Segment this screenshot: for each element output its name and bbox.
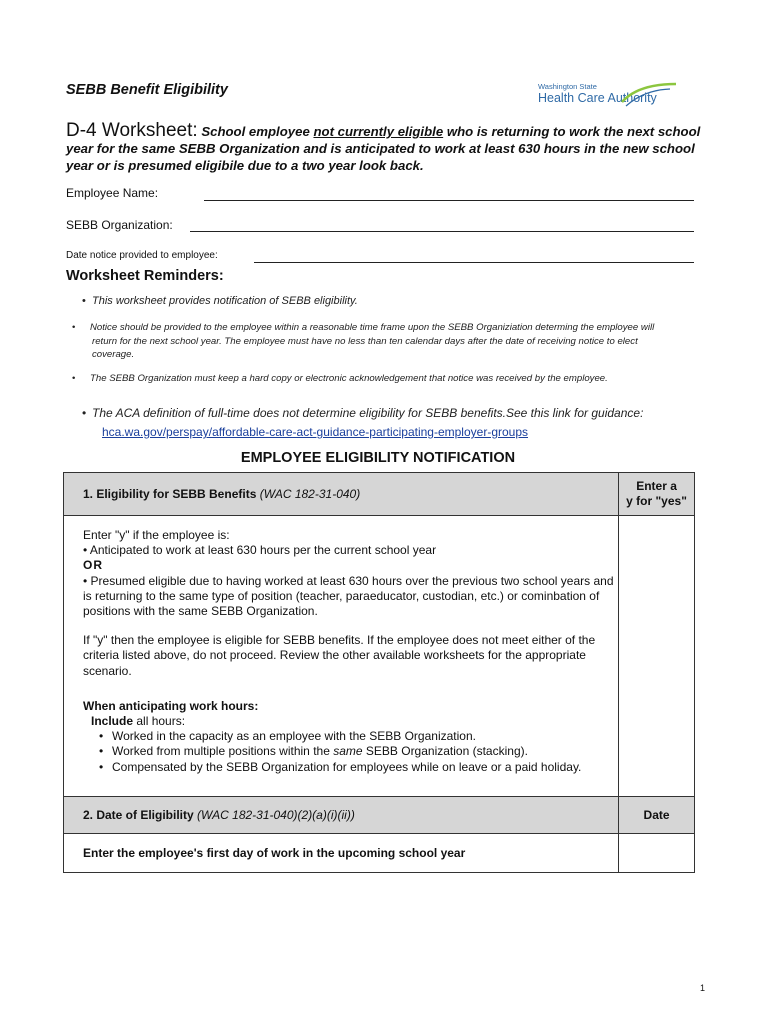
eligibility-table bbox=[63, 472, 695, 873]
bullet: • bbox=[72, 322, 76, 333]
bullet: • bbox=[82, 406, 87, 420]
worksheet-label: D-4 Worksheet: bbox=[66, 120, 198, 141]
section1-wac: (WAC 182-31-040) bbox=[259, 487, 361, 501]
section2-body-row bbox=[64, 834, 695, 873]
eligibility-or: OR bbox=[83, 558, 103, 573]
hours-bullet-text: Worked in the capacity as an employee with the SEBB Organization. bbox=[112, 729, 476, 744]
employee-name-label: Employee Name: bbox=[66, 186, 159, 200]
employee-name-field[interactable] bbox=[204, 200, 694, 201]
answer-header-line1: Enter a bbox=[636, 479, 677, 493]
eligibility-intro: Enter "y" if the employee is: bbox=[83, 528, 230, 542]
worksheet-subtitle-a: School employee bbox=[201, 124, 314, 139]
first-day-prompt: Enter the employee's first day of work in the upcoming school year bbox=[64, 834, 619, 873]
eligibility-answer-field[interactable] bbox=[619, 516, 695, 797]
worksheet-title bbox=[66, 122, 706, 174]
org-field[interactable] bbox=[190, 231, 694, 232]
bullet: • bbox=[82, 295, 86, 307]
eligibility-note: If "y" then the employee is eligible for SEBB benefits. If the employee does not meet either of the criteria listed above, do not proceed. Review the other available worksheets for the appropriate scenario. bbox=[83, 633, 596, 678]
section1-header-row bbox=[64, 473, 695, 516]
aca-guidance-link[interactable]: hca.wa.gov/perspay/affordable-care-act-guidance-participating-employer-groups bbox=[102, 425, 529, 439]
reminder-text: Notice should be provided to the employee within a reasonable time frame upon the SEBB Organiziation determing the employee will return for the next school year. The employee must have no less than ten calendar days after the date of receiving notice to elect coverage. bbox=[90, 322, 655, 360]
section2-title-cell bbox=[64, 797, 619, 834]
section1-title-cell bbox=[64, 473, 619, 516]
section1-instructions bbox=[64, 516, 619, 797]
first-day-date-field[interactable] bbox=[619, 834, 695, 873]
date-label: Date notice provided to employee: bbox=[66, 250, 218, 261]
include-line bbox=[83, 714, 618, 729]
worksheet-subtitle-underlined: not currently eligible bbox=[313, 124, 444, 139]
section1-answer-header bbox=[619, 473, 695, 516]
hours-bullet bbox=[83, 744, 618, 759]
hours-bullet bbox=[83, 760, 618, 775]
reminder-text: The SEBB Organization must keep a hard copy or electronic acknowledgement that notice was received by the employee. bbox=[90, 373, 608, 384]
section2-wac: (WAC 182-31-040)(2)(a)(i)(ii)) bbox=[197, 808, 355, 822]
hours-bullet-text: Worked from multiple positions within the bbox=[112, 744, 334, 759]
bullet: • bbox=[99, 744, 104, 759]
notification-heading: EMPLOYEE ELIGIBILITY NOTIFICATION bbox=[240, 450, 516, 466]
hours-bullet-emphasis: same bbox=[333, 744, 363, 759]
eligibility-criterion-2: • Presumed eligible due to having worked at least 630 hours over the previous two school years and is returning to the same type of position (teacher, paraeducator, custodian, etc.) or cominbation of positions with the same SEBB Organization. bbox=[83, 573, 614, 619]
hours-bullet-text: SEBB Organization (stacking). bbox=[362, 744, 528, 759]
hours-heading: When anticipating work hours: bbox=[83, 698, 259, 713]
bullet: • bbox=[99, 759, 104, 774]
logo-state: Washington State bbox=[538, 82, 597, 91]
header-title: SEBB Benefit Eligibility bbox=[66, 82, 228, 98]
reminder-item bbox=[82, 406, 692, 420]
hours-bullet bbox=[83, 729, 618, 744]
reminder-text: The ACA definition of full-time does not determine eligibility for SEBB benefits.See this link for guidance: bbox=[92, 406, 644, 420]
eligibility-criterion-1: • Anticipated to work at least 630 hours per the current school year bbox=[83, 543, 437, 558]
reminder-text: This worksheet provides notification of SEBB eligibility. bbox=[92, 295, 358, 307]
logo-agency: Health Care Authority bbox=[538, 91, 657, 105]
include-rest: all hours: bbox=[133, 714, 186, 729]
hca-swoosh-logo-icon bbox=[620, 80, 680, 108]
page-number: 1 bbox=[700, 983, 706, 993]
reminder-item bbox=[72, 321, 668, 362]
include-bold: Include bbox=[91, 714, 134, 729]
answer-header-line2: y for "yes" bbox=[626, 494, 687, 508]
bullet: • bbox=[72, 373, 76, 384]
bullet: • bbox=[99, 729, 104, 744]
section2-header-row bbox=[64, 797, 695, 834]
worksheet-subtitle-b: who is returning to work the next school year for the same SEBB Organization and is anticipated to work at least 630 hours in the new school year or is presumed eligibile due to a two year look back. bbox=[66, 124, 701, 173]
reminder-item bbox=[82, 295, 682, 307]
hca-logo bbox=[536, 80, 686, 110]
reminder-item bbox=[72, 372, 668, 386]
section1-title: 1. Eligibility for SEBB Benefits bbox=[83, 487, 257, 501]
date-field[interactable] bbox=[254, 262, 694, 263]
hours-bullet-text: Compensated by the SEBB Organization for employees while on leave or a paid holiday. bbox=[112, 759, 582, 774]
org-label: SEBB Organization: bbox=[66, 218, 173, 232]
section1-body-row bbox=[64, 516, 695, 797]
section2-date-header: Date bbox=[619, 797, 695, 834]
reminders-heading: Worksheet Reminders: bbox=[66, 268, 224, 284]
section2-title: 2. Date of Eligibility bbox=[83, 808, 194, 822]
